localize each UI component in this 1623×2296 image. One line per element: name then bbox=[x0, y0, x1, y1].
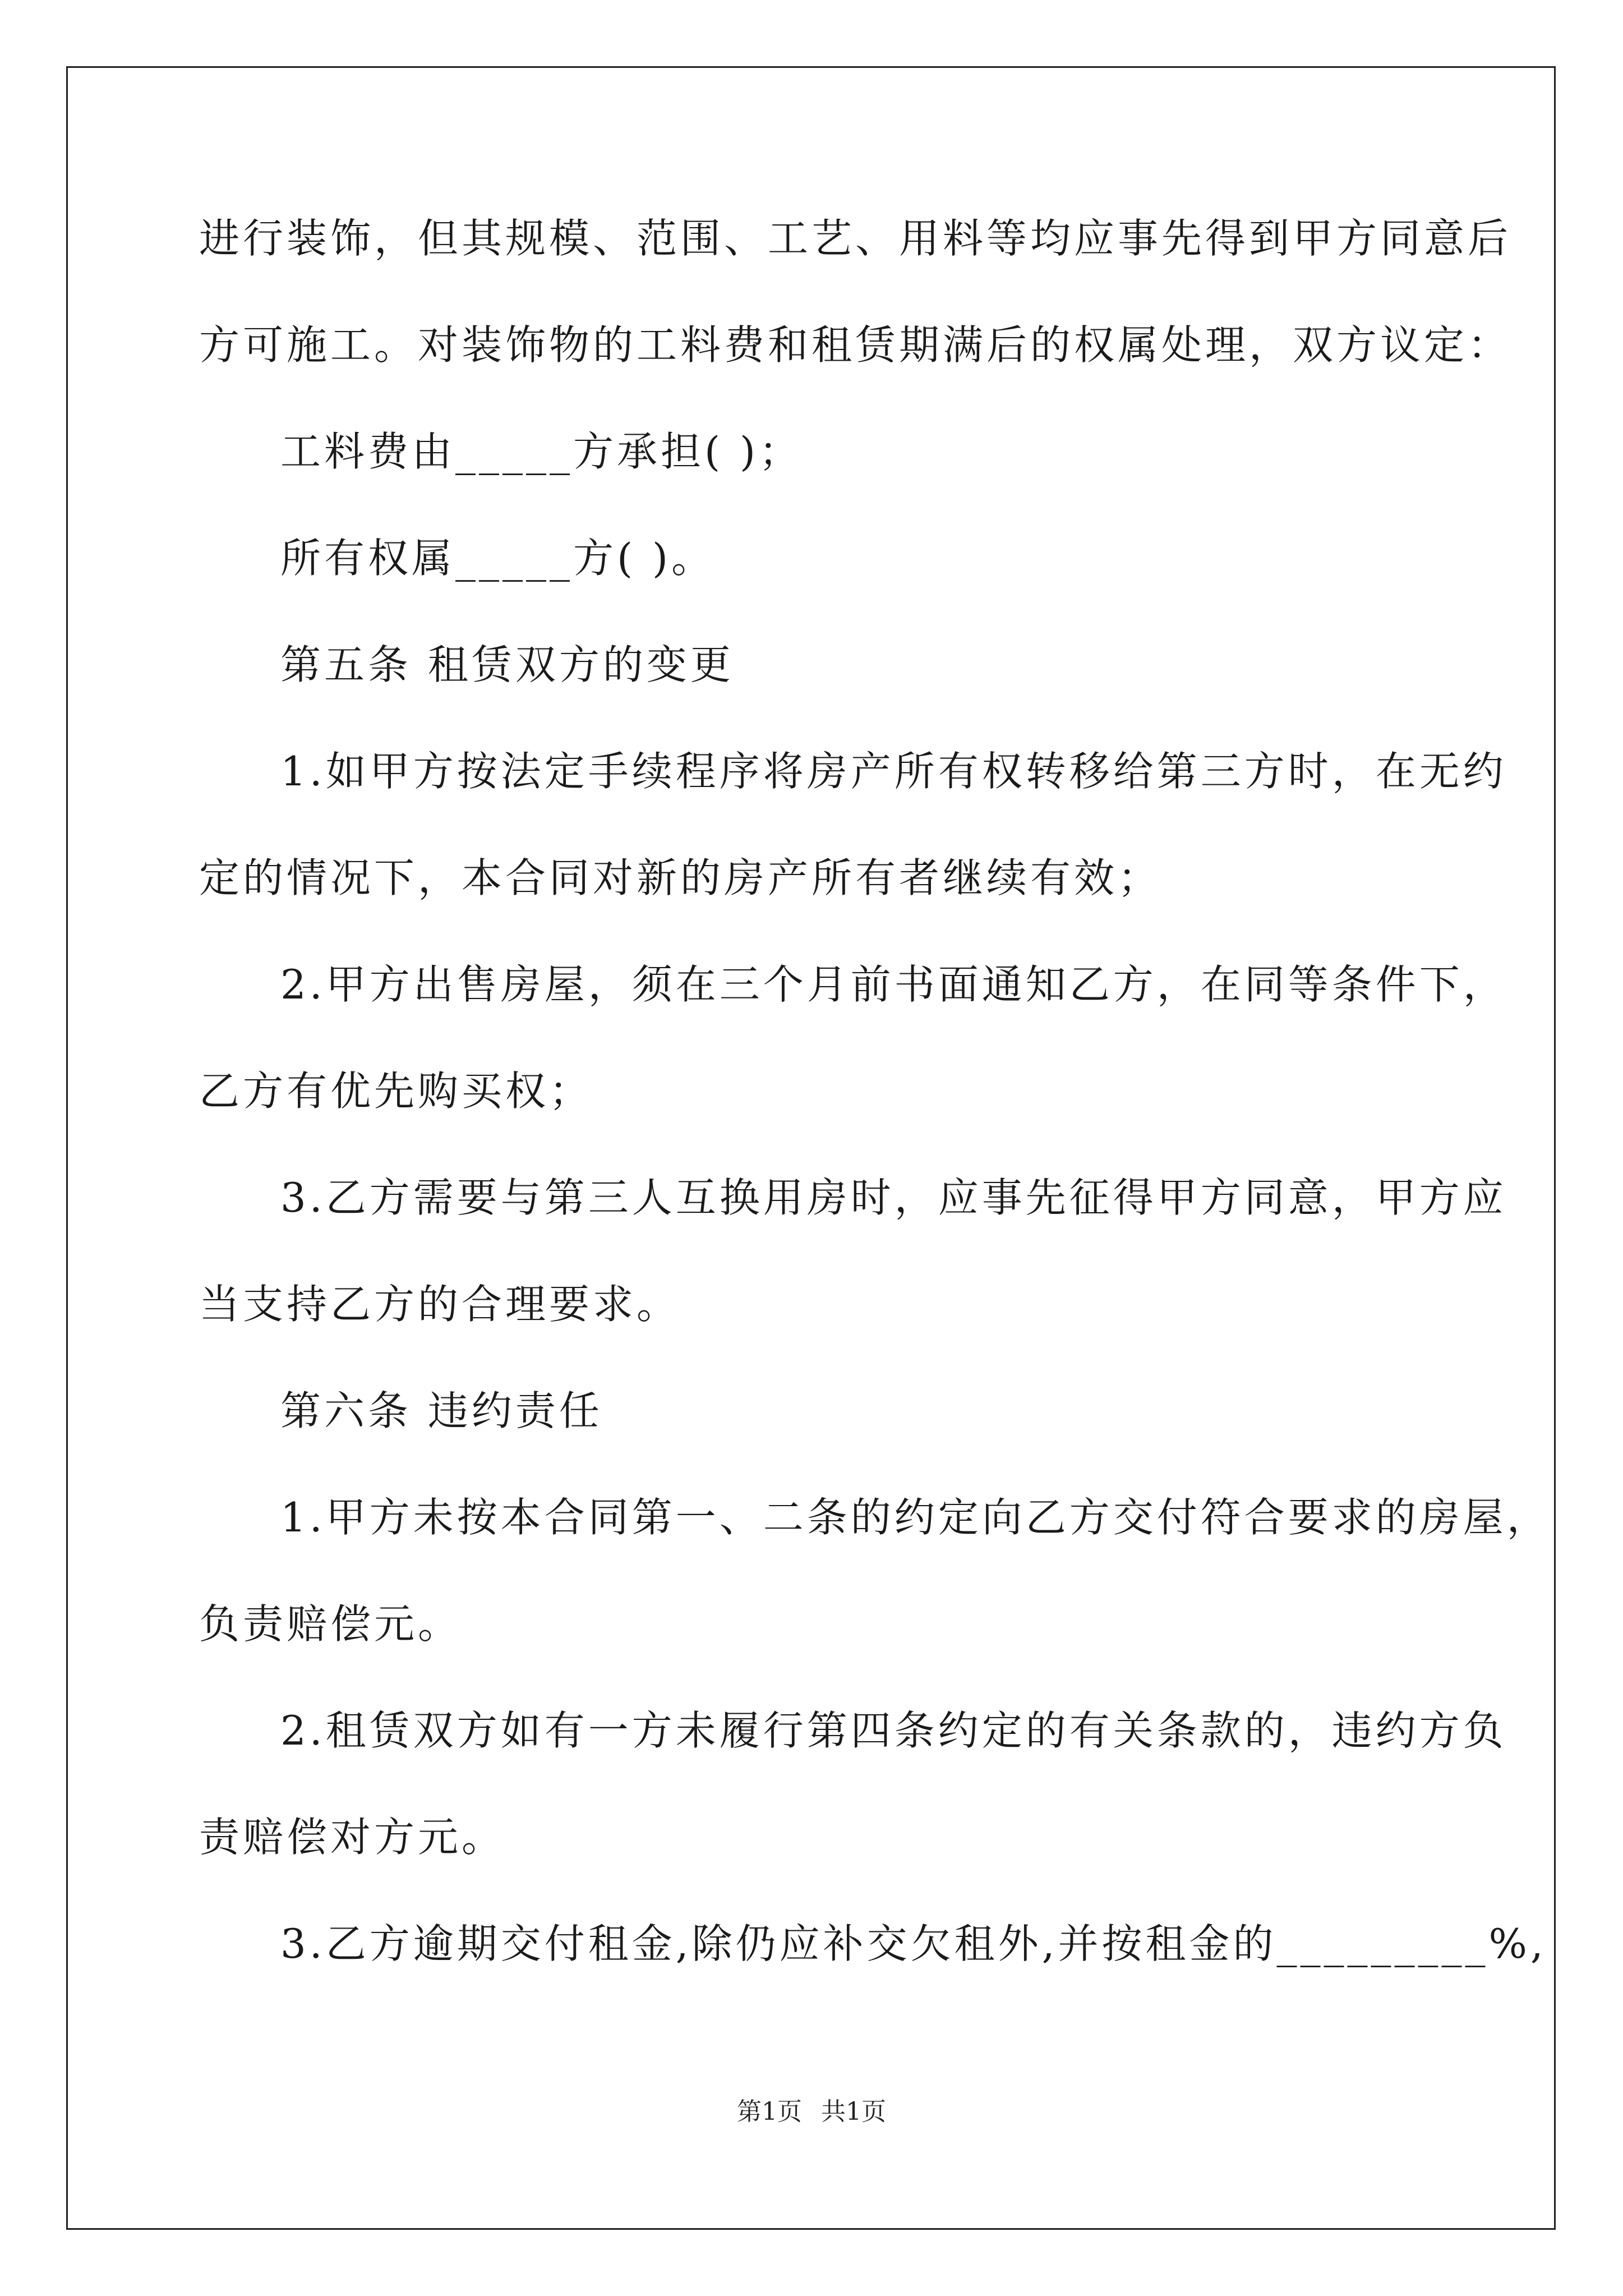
text-line: 2.甲方出售房屋，须在三个月前书面通知乙方，在同等条件下， bbox=[280, 961, 1507, 1008]
text-line: 当支持乙方的合理要求。 bbox=[199, 1281, 681, 1328]
text-line: 乙方有优先购买权； bbox=[199, 1068, 593, 1115]
text-line: 方可施工。对装饰物的工料费和租赁期满后的权属处理，双方议定： bbox=[199, 321, 1512, 369]
text-line: 3.乙方逾期交付租金,除仍应补交欠租外,并按租金的_________%, bbox=[280, 1920, 1547, 1967]
text-line: 负责赔偿元。 bbox=[199, 1600, 462, 1648]
text-line: 2.租赁双方如有一方未履行第四条约定的有关条款的，违约方负 bbox=[280, 1707, 1507, 1754]
page-footer bbox=[0, 2095, 1623, 2129]
section-heading: 第六条 违约责任 bbox=[280, 1387, 603, 1434]
text-line: 3.乙方需要与第三人互换用房时，应事先征得甲方同意，甲方应 bbox=[280, 1174, 1507, 1221]
text-line: 进行装饰，但其规模、范围、工艺、用料等均应事先得到甲方同意后 bbox=[199, 215, 1512, 262]
page-number-total: 共1页 bbox=[821, 2097, 886, 2126]
text-line: 1.如甲方按法定手续程序将房产所有权转移给第三方时，在无约 bbox=[280, 748, 1507, 795]
section-heading: 第五条 租赁双方的变更 bbox=[280, 641, 734, 688]
page-border bbox=[66, 66, 1556, 2230]
text-line: 定的情况下，本合同对新的房产所有者继续有效； bbox=[199, 854, 1162, 901]
text-line: 工料费由_____方承担( )； bbox=[280, 428, 803, 475]
text-line: 所有权属_____方( )。 bbox=[280, 535, 716, 582]
page-number-current: 第1页 bbox=[737, 2097, 802, 2126]
text-line: 1.甲方未按本合同第一、二条的约定向乙方交付符合要求的房屋， bbox=[280, 1494, 1551, 1541]
text-line: 责赔偿对方元。 bbox=[199, 1814, 506, 1861]
